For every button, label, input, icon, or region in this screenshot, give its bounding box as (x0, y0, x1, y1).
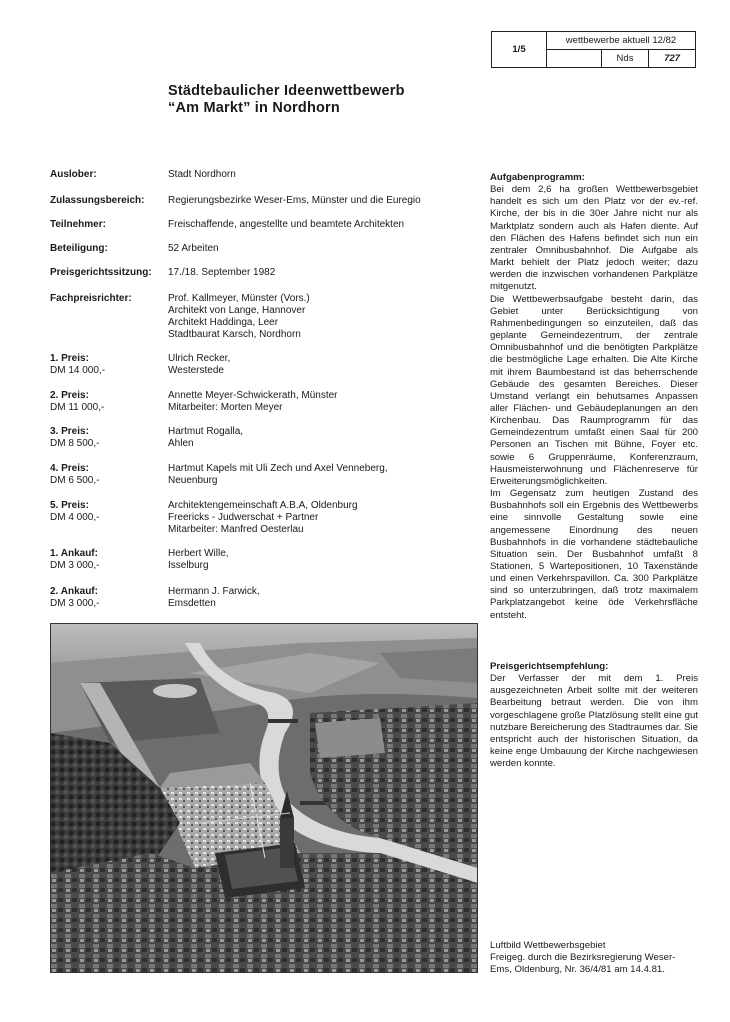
winner-line: Neuenburg (168, 475, 218, 486)
photo-caption (490, 940, 705, 977)
prize-amount: DM 4 000,- (50, 512, 100, 523)
winner-line: Emsdetten (168, 598, 216, 609)
program-paragraph: Im Gegensatz zum heutigen Zustand des Busbahnhofs soll ein Ergebnis des Wettbewerbs eine sinnvolle Gestaltung sowie eine angemessene Einordnung des neuen Busbahnhofs in die vorhandene städtebauliche Situation sein. Der Busbahnhof umfaßt 8 Stationen, 5 Wartepositionen, 10 Taxenstände und einen Verkehrspavillon. Ca. 300 Parkplätze sind so unterzubringen, daß trotz maximalem Parkplatzangebot keine öde Verkehrsfläche entsteht. (490, 488, 698, 621)
program-paragraph: Die Wettbewerbsaufgabe besteht darin, das Gebiet unter Berücksichtigung von Rahmenbedingungen so einzuteilen, daß das geplante Gemeindezentrum, der zentrale Omnibusbahnhof und die benötigten Parkplätze die bestmögliche Lage erhalten. Die Alte Kirche mit ihrem Baumbestand ist das beherrschende Gebäude des gesamten Bereiches. Dieser Umstand verlangt ein behutsames Anpassen aller Flächen- und Gebäudeplanungen an den Kirchenbau. Das Raumprogramm für das Gemeindezentrum umfaßt einen Saal für 200 Personen an Tischen mit Bühne, Foyer etc. sowie 6 Gruppenräume, Konferenzraum, Hausmeisterwohnung und Flächenreserve für Erweiterungsmöglichkeiten. (490, 293, 698, 487)
jury-member: Architekt von Lange, Hannover (168, 305, 306, 316)
prize-label (50, 353, 105, 377)
prize-title: 1. Preis: (50, 353, 89, 364)
magazine-issue: wettbewerbe aktuell 12/82 (547, 32, 695, 50)
prize-amount: DM 6 500,- (50, 475, 100, 486)
jury-recommendation (490, 661, 698, 770)
winner-line: Mitarbeiter: Morten Meyer (168, 402, 283, 413)
prize-title: 3. Preis: (50, 426, 89, 437)
caption-line: Freigeg. durch die Bezirksregierung Weser- (490, 952, 676, 964)
winner-line: Mitarbeiter: Manfred Oesterlau (168, 524, 304, 535)
detail-value (168, 243, 219, 255)
prize-winner (168, 586, 260, 610)
detail-label: Zulassungsbereich: (50, 195, 145, 206)
detail-value (168, 219, 404, 231)
prize-amount: DM 3 000,- (50, 598, 100, 609)
detail-value (168, 267, 275, 279)
winner-line: Westerstede (168, 365, 224, 376)
winner-line: Herbert Wille, (168, 548, 229, 559)
winner-line: Annette Meyer-Schwickerath, Münster (168, 390, 338, 401)
prize-label (50, 548, 99, 572)
prize-title: 5. Preis: (50, 500, 89, 511)
detail-label: Teilnehmer: (50, 219, 106, 230)
prize-label (50, 426, 99, 450)
detail-text: Stadt Nordhorn (168, 169, 236, 180)
jury-heading: Preisgerichtsempfehlung: (490, 661, 609, 672)
prize-winner (168, 353, 230, 377)
winner-line: Hartmut Rogalla, (168, 426, 244, 437)
prize-label (50, 586, 99, 610)
prize-winner (168, 390, 338, 414)
prize-title: 2. Ankauf: (50, 586, 98, 597)
program-heading: Aufgabenprogramm: (490, 172, 585, 183)
region-code: Nds (602, 50, 649, 67)
winner-line: Hermann J. Farwick, (168, 586, 260, 597)
aerial-photo-drawing (50, 623, 478, 973)
detail-label: Beteiligung: (50, 243, 108, 254)
winner-line: Ahlen (168, 438, 194, 449)
detail-label: Preisgerichtssitzung: (50, 267, 152, 278)
prize-winner (168, 463, 388, 487)
winner-line: Architektengemeinschaft A.B.A, Oldenburg (168, 500, 358, 511)
caption-line: Ems, Oldenburg, Nr. 36/4/81 am 14.4.81. (490, 964, 665, 976)
page-title (168, 83, 405, 117)
prize-label (50, 500, 99, 524)
winner-line: Ulrich Recker, (168, 353, 231, 364)
program-section (490, 172, 698, 622)
jury-list (168, 293, 310, 341)
detail-text: Regierungsbezirke Weser-Ems, Münster und die Euregio (168, 195, 421, 206)
program-paragraph: Bei dem 2,6 ha großen Wettbewerbsgebiet handelt es sich um den Platz vor der ev.-ref. Kirche, der bis in die 30er Jahre nicht nur als Marktplatz sondern auch als Hafen diente. Auf den Flächen des Hafens befindet sich nun ein zentraler Omnibusbahnhof. Die Aufgabe als Markt behielt der Platz jedoch weiter; dazu werden die inzwischen vorhandenen Parkplätze mitgenutzt. (490, 184, 698, 293)
prize-winner (168, 548, 229, 572)
prize-amount: DM 14 000,- (50, 365, 106, 376)
detail-value (168, 195, 421, 207)
title-line-1: Städtebaulicher Ideenwettbewerb (168, 83, 405, 99)
winner-line: Isselburg (168, 560, 209, 571)
detail-text: 52 Arbeiten (168, 243, 219, 254)
winner-line: Hartmut Kapels mit Uli Zech und Axel Venneberg, (168, 463, 388, 474)
prize-winner (168, 426, 243, 450)
detail-label: Auslober: (50, 169, 97, 180)
winner-line: Freericks - Judwerschat + Partner (168, 512, 319, 523)
prize-title: 4. Preis: (50, 463, 89, 474)
prize-amount: DM 11 000,- (50, 402, 105, 413)
detail-text: 17./18. September 1982 (168, 267, 276, 278)
prize-title: 2. Preis: (50, 390, 89, 401)
jury-member: Stadtbaurat Karsch, Nordhorn (168, 329, 301, 340)
jury-member: Prof. Kallmeyer, Münster (Vors.) (168, 293, 310, 304)
aerial-photo (50, 623, 478, 973)
competition-number: 727 (664, 53, 680, 64)
detail-text: Freischaffende, angestellte und beamtete Architekten (168, 219, 405, 230)
detail-label: Fachpreisrichter: (50, 293, 132, 304)
prize-label (50, 390, 104, 414)
prize-label (50, 463, 99, 487)
prize-title: 1. Ankauf: (50, 548, 98, 559)
jury-text: Der Verfasser der mit dem 1. Preis ausgezeichneten Arbeit sollte mit der weiteren Bearbeitung betraut werden. Die von ihm vorgeschlagene große Platzlösung stellt eine gut nutzbare Bereicherung des Stadtraumes dar. Sie entspricht auch der historischen Situation, da keine enge Umbauung der Kirche nachgewiesen werden konnte. (490, 673, 698, 770)
reference-blank-cell (547, 50, 602, 67)
caption-line: Luftbild Wettbewerbsgebiet (490, 940, 606, 951)
title-line-2: “Am Markt” in Nordhorn (168, 100, 340, 116)
jury-member: Architekt Haddinga, Leer (168, 317, 279, 328)
prize-winner (168, 500, 358, 536)
reference-box (491, 31, 696, 68)
prize-amount: DM 8 500,- (50, 438, 100, 449)
prize-amount: DM 3 000,- (50, 560, 100, 571)
page-number: 1/5 (492, 32, 547, 67)
detail-value (168, 169, 236, 181)
